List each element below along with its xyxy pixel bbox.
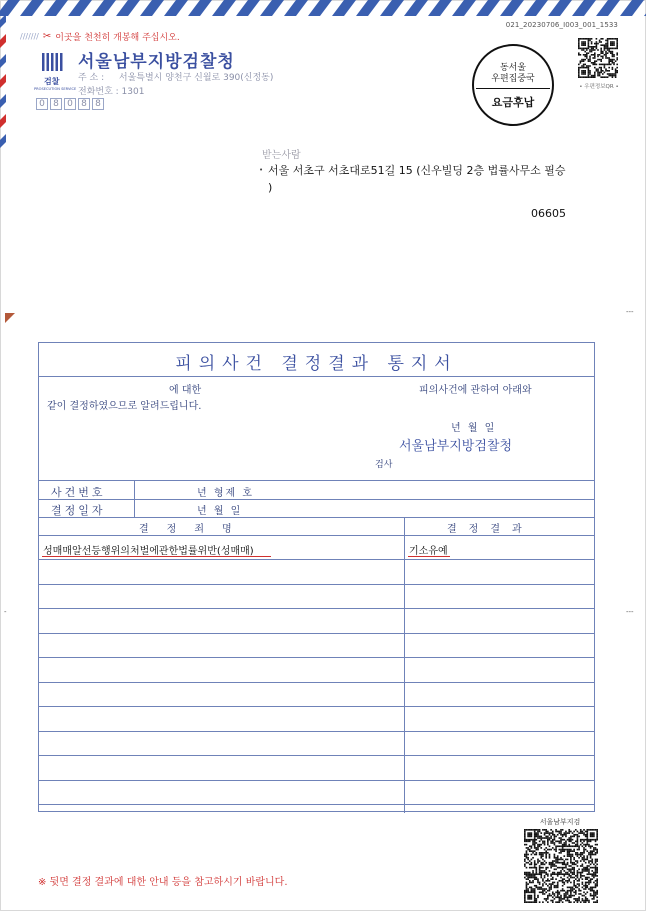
col-header-result: 결정결과 (447, 524, 534, 535)
sender-phone (78, 84, 144, 97)
notice-office: 서울남부지방검찰청 (399, 439, 513, 454)
office-qr-label: 서울남부지검 (539, 818, 581, 826)
notice-form (38, 342, 595, 812)
notice-line1-end: 피의사건에 관하여 아래와 (419, 385, 532, 396)
decision-result-underline (408, 556, 450, 557)
scissors-icon: ✂ (42, 31, 52, 42)
logo-text: 검찰 (44, 77, 60, 86)
fold-mark: --- (626, 608, 634, 616)
fold-corner-mark (5, 313, 15, 323)
sender-name: 서울남부지방검찰청 (78, 52, 235, 72)
stamp-line1: 동서울 (499, 63, 527, 73)
table-row (39, 804, 594, 805)
sender-address (78, 70, 273, 83)
decision-date-value: 년 월 일 (197, 506, 243, 517)
title-rule (39, 376, 594, 377)
zip-digit: 0 (36, 98, 48, 110)
recipient-address: 서울 서초구 서초대로51길 15 (신우빌딩 2층 법률사무소 필승 ) (268, 164, 566, 194)
case-number-value: 년 형제 호 (197, 488, 254, 499)
open-warning-text: 이곳을 천천히 개봉해 주십시오. (55, 33, 180, 43)
zip-digit: 8 (92, 98, 104, 110)
sender-phone-value: 1301 (121, 87, 145, 97)
recipient-zip: 06605 (531, 207, 566, 220)
table-row (39, 780, 594, 781)
fold-mark: --- (626, 308, 634, 316)
notice-date: 년 월 일 (451, 423, 497, 434)
stamp-bottom: 요금후납 (491, 96, 535, 109)
sender-phone-label: 전화번호 : (78, 87, 119, 97)
decision-result: 기소유예 (409, 546, 448, 557)
table-row (39, 682, 594, 683)
recipient-label: 받는사람 (262, 150, 301, 161)
table-divider (404, 517, 405, 813)
footnote: ※ 뒷면 결정 결과에 대한 안내 등을 참고하시기 바랍니다. (38, 877, 288, 888)
sender-zip (36, 98, 104, 110)
case-number-label: 사건번호 (51, 486, 106, 499)
notice-title: 피의사건 결정결과 통지서 (175, 354, 458, 374)
crime-name-underline (42, 556, 271, 557)
table-row (39, 657, 594, 658)
zip-digit: 8 (50, 98, 62, 110)
notice-prosecutor: 검사 (375, 460, 393, 470)
airmail-side-stripe (0, 0, 14, 160)
zip-digit: 8 (78, 98, 90, 110)
stamp-line2: 우편집중국 (491, 74, 535, 84)
document-code: 021_20230706_I003_001_1533 (505, 21, 618, 29)
notice-line2: 같이 결정하였으므로 알려드립니다. (47, 401, 202, 412)
col-header-crime: 결정죄명 (139, 524, 250, 535)
table-row (39, 584, 594, 585)
sender-address-value: 서울특별시 양천구 신월로 390(신정동) (118, 73, 274, 83)
table-rule (39, 499, 594, 500)
office-qr-icon (524, 829, 598, 903)
table-row (39, 633, 594, 634)
notice-line1-start: 에 대한 (169, 385, 202, 396)
table-row (39, 706, 594, 707)
cut-line: /////// (20, 32, 39, 41)
table-rule (39, 480, 594, 481)
postage-stamp (472, 44, 554, 126)
stamp-divider (476, 88, 550, 89)
decision-date-label: 결정일자 (51, 504, 106, 517)
table-row (39, 535, 594, 536)
table-row (39, 559, 594, 560)
table-row (39, 755, 594, 756)
table-row (39, 731, 594, 732)
table-row (39, 608, 594, 609)
sender-address-label: 주 소 : (78, 73, 105, 83)
fold-mark: - (4, 608, 7, 616)
bullet-icon: • (259, 166, 264, 174)
postal-qr-icon (578, 38, 618, 78)
airmail-stripe (0, 0, 646, 20)
logo-subtext: PROSECUTION SERVICE (34, 87, 77, 91)
zip-digit: 0 (64, 98, 76, 110)
postal-qr-label: • 우편정보QR • (579, 84, 619, 90)
table-rule (39, 517, 594, 518)
open-warning (20, 30, 180, 43)
crime-name: 성매매알선등행위의처벌에관한법률위반(성매매) (43, 546, 254, 557)
